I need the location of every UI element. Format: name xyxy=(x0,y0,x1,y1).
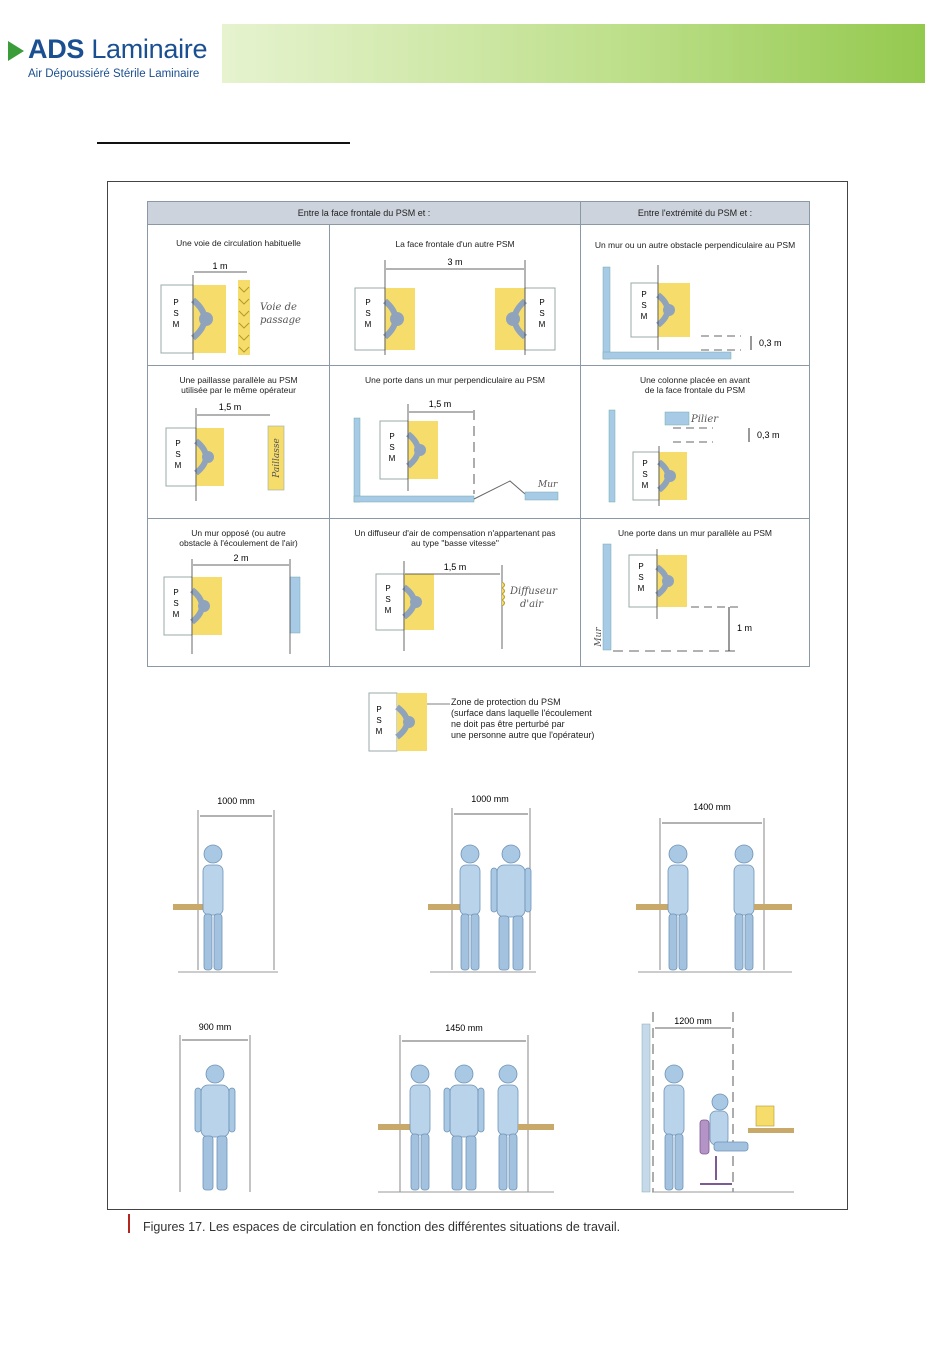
operator-figure xyxy=(498,1065,518,1190)
dimension-label: 1200 mm xyxy=(674,1016,712,1026)
people-panel xyxy=(642,1012,794,1192)
cell-title: Une colonne placée en avant de la face frontale du PSM xyxy=(639,375,751,395)
legend-text: Zone de protection du PSM (surface dans laquelle l'écoulement ne doit pas être perturbé par une personne autre que l'opérateur) xyxy=(451,697,595,740)
psm-letter: M xyxy=(640,312,648,321)
column-header-end: Entre l'extrémité du PSM et : xyxy=(581,202,809,225)
seated-operator-legs xyxy=(714,1142,748,1151)
psm-letter: P xyxy=(365,298,371,307)
protection-zone-legend xyxy=(367,690,627,754)
cell-diagram xyxy=(581,519,809,666)
psm-letter: M xyxy=(364,320,372,329)
psm-letter: S xyxy=(389,443,395,452)
cell-title: Un mur opposé (ou autre obstacle à l'écoulement de l'air) xyxy=(179,528,298,548)
table-cell xyxy=(148,225,329,365)
psm-letter: M xyxy=(637,584,645,593)
table-cell xyxy=(330,225,580,365)
psm-letter: S xyxy=(385,595,391,604)
psm-letter: P xyxy=(638,562,644,571)
air-diffuser-icon xyxy=(502,582,505,606)
handwritten-label: Diffuseur xyxy=(510,586,558,597)
psm-letter: M xyxy=(384,606,392,615)
chair-back xyxy=(700,1120,709,1154)
psm-letter: P xyxy=(173,588,179,597)
cell-diagram xyxy=(148,366,329,518)
handwritten-label: passage xyxy=(260,315,301,326)
psm-letter: P xyxy=(539,298,545,307)
table-cell xyxy=(148,366,329,518)
circulation-table xyxy=(147,201,810,667)
ads-logo xyxy=(8,34,223,84)
handwritten-label: Mur xyxy=(594,627,604,647)
header-green-band xyxy=(222,24,925,83)
operator-head xyxy=(202,451,214,463)
psm-letter: P xyxy=(641,290,647,299)
wall xyxy=(354,496,474,502)
cell-title: Une porte dans un mur parallèle au PSM xyxy=(617,528,773,538)
legend-psm-diagram xyxy=(367,690,451,754)
dimension-label: 1 m xyxy=(212,261,228,271)
cell-diagram xyxy=(330,519,580,666)
operator-head xyxy=(414,444,426,456)
wall xyxy=(525,492,558,500)
psm-letter: P xyxy=(173,298,179,307)
operator-head xyxy=(390,312,404,326)
operator-head xyxy=(663,304,675,316)
operator-head xyxy=(662,575,674,587)
psm-cabinet xyxy=(161,285,193,353)
dimension-label: 3 m xyxy=(447,257,463,267)
operator-head xyxy=(199,312,213,326)
cell-title: Une porte dans un mur perpendiculaire au PSM xyxy=(364,375,546,385)
handwritten-label: Voie de xyxy=(260,302,297,313)
psm-letter: P xyxy=(385,584,391,593)
psm-letter: P xyxy=(175,439,181,448)
people-panel xyxy=(173,796,278,972)
handwritten-label: Mur xyxy=(538,480,558,490)
opposite-wall xyxy=(290,577,300,633)
dimension-label: 1400 mm xyxy=(693,802,731,812)
logo-triangle-icon xyxy=(8,41,24,61)
psm-letter: P xyxy=(389,432,395,441)
psm-letter: M xyxy=(388,454,396,463)
table-cell xyxy=(581,225,809,365)
cell-title: Un mur ou un autre obstacle perpendiculaire au PSM xyxy=(594,240,796,250)
operator-figure xyxy=(668,845,688,970)
cell-diagram xyxy=(330,225,580,365)
people-panel xyxy=(428,794,536,972)
psm-letter: M xyxy=(375,727,383,736)
psm-letter: P xyxy=(642,459,648,468)
operator-head xyxy=(664,470,676,482)
people-illustrations xyxy=(108,780,846,1205)
psm-letter: M xyxy=(174,461,182,470)
passage-lane xyxy=(238,280,250,355)
operator-figure xyxy=(203,845,223,970)
operator-figure xyxy=(460,845,480,970)
cell-diagram xyxy=(581,225,809,365)
dimension-label: 1,5 m xyxy=(428,399,452,409)
wall xyxy=(642,1024,650,1192)
people-panel xyxy=(378,1023,554,1192)
dimension-label: 1000 mm xyxy=(471,794,509,804)
workstation xyxy=(756,1106,774,1126)
handwritten-label: Paillasse xyxy=(272,438,282,478)
work-surface xyxy=(518,1124,554,1130)
operator-head xyxy=(198,600,210,612)
operator-figure xyxy=(410,1065,430,1190)
psm-cabinet xyxy=(369,693,397,751)
section-title-rule xyxy=(97,142,350,144)
seated-operator-head xyxy=(712,1094,728,1110)
work-surface xyxy=(748,1128,794,1133)
wall xyxy=(354,418,360,502)
psm-letter: S xyxy=(365,309,371,318)
dimension-label: 2 m xyxy=(233,553,249,563)
logo-tagline: Air Dépoussiéré Stérile Laminaire xyxy=(28,68,200,80)
psm-letter: P xyxy=(376,705,382,714)
table-cell xyxy=(148,519,329,666)
people-panel xyxy=(636,802,792,972)
operator-figure xyxy=(734,845,754,970)
psm-cabinet xyxy=(166,428,196,486)
cell-title: Une paillasse parallèle au PSM utilisée par le même opérateur xyxy=(179,375,298,395)
table-cell xyxy=(330,519,580,666)
psm-letter: S xyxy=(641,301,647,310)
psm-letter: M xyxy=(538,320,546,329)
cell-diagram xyxy=(148,519,329,666)
psm-letter: S xyxy=(642,470,648,479)
operator-head xyxy=(506,312,520,326)
dimension-label: 1,5 m xyxy=(218,402,242,412)
passer-by-figure xyxy=(195,1065,235,1190)
wall xyxy=(603,267,610,359)
cell-title: La face frontale d'un autre PSM xyxy=(395,239,515,249)
dimension-label: 0,3 m xyxy=(759,338,782,348)
cell-diagram xyxy=(581,366,809,518)
cell-diagram xyxy=(330,366,580,518)
operator-head xyxy=(403,716,415,728)
work-surface xyxy=(754,904,792,910)
people-panel xyxy=(180,1022,250,1192)
psm-letter: M xyxy=(172,320,180,329)
column-header-front: Entre la face frontale du PSM et : xyxy=(148,202,580,225)
wall xyxy=(603,352,731,359)
dimension-label: 0,3 m xyxy=(757,430,780,440)
table-cell xyxy=(330,366,580,518)
psm-letter: S xyxy=(539,309,545,318)
dimension-label: 1000 mm xyxy=(217,796,255,806)
table-cell xyxy=(581,519,809,666)
psm-letter: S xyxy=(175,450,181,459)
psm-letter: S xyxy=(638,573,644,582)
operator-head xyxy=(410,596,422,608)
handwritten-label: d'air xyxy=(520,599,544,610)
psm-letter: M xyxy=(641,481,649,490)
cell-title: Un diffuseur d'air de compensation n'appartenant pas au type "basse vitesse" xyxy=(354,528,556,548)
seated-operator-body xyxy=(710,1111,728,1145)
handwritten-label: Pilier xyxy=(691,414,719,425)
logo-brand-bold: ADS xyxy=(28,34,85,64)
pillar xyxy=(665,412,689,425)
dimension-label: 1 m xyxy=(737,623,753,633)
dimension-label: 1,5 m xyxy=(443,562,467,572)
cell-title: Une voie de circulation habituelle xyxy=(176,238,301,248)
psm-letter: S xyxy=(376,716,382,725)
dimension-label: 1450 mm xyxy=(445,1023,483,1033)
table-cell xyxy=(581,366,809,518)
wall xyxy=(603,544,611,650)
passer-by-figure xyxy=(664,1065,684,1190)
dimension-label: 900 mm xyxy=(198,1022,232,1032)
psm-letter: M xyxy=(172,610,180,619)
passer-by-figure xyxy=(444,1065,484,1190)
logo-brand xyxy=(28,34,207,64)
caption-accent-bar xyxy=(128,1214,130,1233)
psm-letter: S xyxy=(173,599,179,608)
wall xyxy=(609,410,615,502)
cell-diagram xyxy=(148,225,329,365)
door-swing xyxy=(474,481,525,499)
logo-brand-light: Laminaire xyxy=(91,34,208,64)
passer-by-figure xyxy=(491,845,531,970)
psm-letter: S xyxy=(173,309,179,318)
figure-caption: Figures 17. Les espaces de circulation en fonction des différentes situations de travail. xyxy=(143,1220,621,1234)
